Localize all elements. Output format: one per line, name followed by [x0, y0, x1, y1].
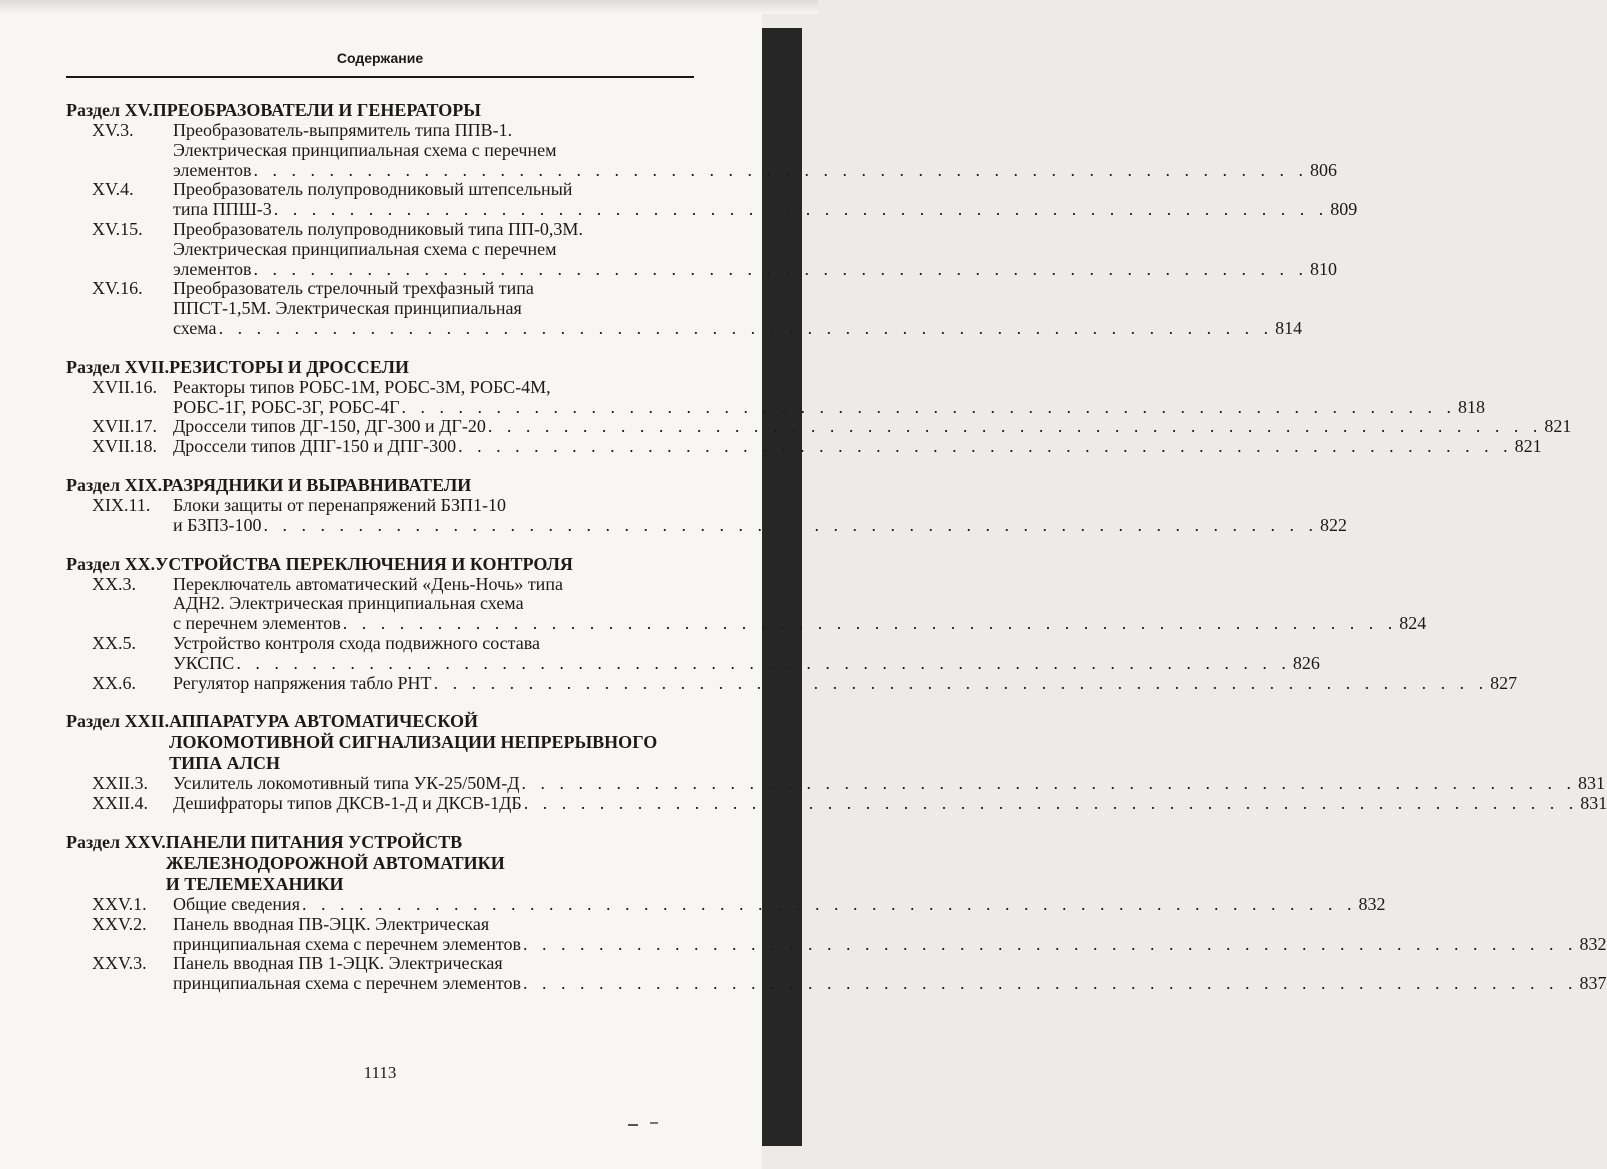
entry-title-end: типа ППШ-3: [173, 199, 272, 220]
dot-leader: [274, 200, 1329, 220]
entry-number: XX.5.: [92, 632, 136, 653]
entry-number: XX.6.: [92, 672, 136, 693]
dot-leader: [236, 654, 1291, 674]
toc-section: [66, 711, 1607, 814]
entry-page-number: 818: [1458, 396, 1485, 417]
entry-page-number: 806: [1310, 159, 1338, 180]
toc-entry: [66, 179, 1358, 220]
entry-title-end: принципиальная схема с перечнем элементов: [173, 933, 521, 954]
entry-title: Панель вводная ПВ-ЭЦК. Электрическая: [173, 913, 490, 934]
entry-number: XVII.16.: [92, 376, 157, 397]
entry-text: [173, 220, 1337, 279]
scan-speck: [650, 1122, 658, 1124]
section-title: РЕЗИСТОРЫ И ДРОССЕЛИ: [169, 356, 409, 377]
entry-text: [173, 895, 1385, 915]
entry-title: Реакторы типов РОБС-1М, РОБС-3М, РОБС-4М,: [173, 376, 551, 397]
dot-leader: [434, 674, 1489, 694]
entry-text: [173, 437, 1542, 457]
section-label: Раздел XXV.: [66, 831, 166, 852]
entry-title-end: элементов: [173, 159, 252, 180]
entry-page-number: 814: [1275, 317, 1303, 338]
entry-title-end: схема: [173, 317, 217, 338]
toc-entry: [66, 793, 1607, 814]
entry-text: [173, 121, 1337, 180]
scan-top-edge: [0, 0, 818, 14]
toc-entry: [66, 573, 1427, 634]
header-rule: [66, 76, 694, 78]
entry-number: XV.3.: [92, 120, 134, 140]
section-label: Раздел XX.: [66, 553, 156, 574]
toc-entry: [66, 773, 1605, 794]
entry-number: XXV.1.: [92, 893, 147, 914]
entry-text: [173, 915, 1606, 955]
section-label: Раздел XV.: [66, 100, 153, 120]
toc-section: [66, 553, 1518, 694]
entry-title-end: Общие сведения: [173, 893, 300, 914]
entry-last-line: [173, 319, 1302, 339]
toc-entry: [66, 218, 1338, 279]
entry-page-number: 832: [1579, 933, 1607, 954]
entry-title-end: Дешифраторы типов ДКСВ-1-Д и ДКСВ-1ДБ: [173, 793, 522, 814]
entry-text: [173, 496, 1347, 536]
entry-last-line: [173, 654, 1320, 674]
section-heading: [66, 100, 694, 121]
toc-entry: [66, 494, 1347, 536]
entry-title-end: с перечнем элементов: [173, 613, 341, 634]
table-of-contents: [66, 100, 1607, 1012]
entry-last-line: [173, 398, 1485, 418]
dot-leader: [458, 437, 1513, 457]
toc-entry: [66, 120, 1338, 180]
entry-text: [173, 954, 1606, 994]
section-title: ПАНЕЛИ ПИТАНИЯ УСТРОЙСТВ ЖЕЛЕЗНОДОРОЖНОЙ АВТОМАТИКИ И ТЕЛЕМЕХАНИКИ: [165, 831, 505, 894]
entry-text: [173, 180, 1357, 220]
entry-last-line: [173, 161, 1337, 181]
toc-entry: [66, 672, 1518, 694]
entry-number: XXII.4.: [92, 793, 148, 814]
entry-last-line: [173, 774, 1605, 794]
entry-last-line: [173, 260, 1337, 280]
section-label: Раздел XVII.: [66, 356, 170, 377]
entry-title-end: Усилитель локомотивный типа УК-25/50М-Д: [173, 773, 520, 794]
entry-number: XIX.11.: [92, 494, 151, 515]
dot-leader: [488, 417, 1543, 437]
entry-page-number: 824: [1399, 613, 1427, 634]
dot-leader: [524, 794, 1579, 814]
toc-section: [66, 100, 1358, 339]
entry-number: XVII.17.: [92, 416, 157, 437]
entry-number: XXII.3.: [92, 773, 148, 794]
running-header: Содержание: [336, 50, 424, 66]
section-label: Раздел XXII.: [66, 711, 170, 732]
entry-last-line: [173, 417, 1571, 437]
entry-title: Переключатель автоматический «День-Ночь» типа АДН2. Электрическая принципиальная схема: [173, 573, 563, 614]
entry-number: XX.3.: [92, 573, 136, 594]
dot-leader: [219, 319, 1274, 339]
entry-title: Преобразователь полупроводниковый штепсельный: [173, 179, 573, 200]
toc-entry: [66, 893, 1386, 915]
section-heading: [66, 711, 694, 774]
entry-page-number: 821: [1544, 416, 1572, 437]
entry-number: XXV.3.: [92, 953, 147, 974]
entry-number: XV.15.: [92, 218, 143, 239]
entry-page-number: 810: [1310, 258, 1338, 279]
entry-last-line: [173, 935, 1606, 955]
section-heading: [66, 357, 694, 378]
entry-page-number: 822: [1319, 514, 1347, 535]
entry-page-number: 827: [1490, 672, 1518, 693]
dot-leader: [254, 161, 1309, 181]
scan-speck: [628, 1124, 638, 1126]
entry-page-number: 821: [1514, 436, 1542, 457]
entry-last-line: [173, 516, 1347, 536]
entry-number: XVII.18.: [92, 436, 157, 457]
entry-last-line: [173, 895, 1385, 915]
section-title: РАЗРЯДНИКИ И ВЫРАВНИВАТЕЛИ: [162, 474, 472, 495]
entry-last-line: [173, 974, 1606, 994]
dot-leader: [523, 935, 1578, 955]
toc-entry: [66, 376, 1485, 418]
section-heading: [66, 554, 694, 575]
entry-title-end: Регулятор напряжения табло РНТ: [173, 672, 432, 693]
dot-leader: [522, 774, 1577, 794]
entry-last-line: [173, 674, 1517, 694]
entry-text: [173, 774, 1605, 794]
entry-title-end: принципиальная схема с перечнем элементов: [173, 973, 521, 994]
entry-title: Преобразователь полупроводниковый типа ПП-0,3М. Электрическая принципиальная схема с перечнем: [173, 218, 583, 259]
entry-title: Панель вводная ПВ 1-ЭЦК. Электрическая: [173, 953, 503, 974]
toc-entry: [66, 416, 1572, 437]
section-heading: [66, 832, 694, 895]
dot-leader: [343, 614, 1398, 634]
toc-entry: [66, 278, 1303, 338]
entry-title-end: Дроссели типов ДПГ-150 и ДПГ-300: [173, 436, 457, 457]
toc-section: [66, 474, 1347, 536]
entry-title: Преобразователь стрелочный трехфазный типа ППСТ-1,5М. Электрическая принципиальная: [173, 278, 534, 319]
dot-leader: [302, 895, 1357, 915]
entry-title-end: и БЗП3-100: [173, 514, 262, 535]
entry-page-number: 809: [1330, 199, 1358, 220]
entry-number: XV.4.: [92, 179, 134, 200]
toc-entry: [66, 953, 1607, 994]
entry-title: Преобразователь-выпрямитель типа ППВ-1. Электрическая принципиальная схема с перечнем: [173, 120, 557, 160]
section-title: АППАРАТУРА АВТОМАТИЧЕСКОЙ ЛОКОМОТИВНОЙ СИГНАЛИЗАЦИИ НЕПРЕРЫВНОГО ТИПА АЛСН: [169, 711, 658, 774]
entry-title-end: Дроссели типов ДГ-150, ДГ-300 и ДГ-20: [173, 416, 486, 437]
entry-last-line: [173, 614, 1426, 634]
entry-title-end: УКСПС: [173, 652, 235, 673]
entry-text: [173, 634, 1320, 674]
entry-last-line: [173, 200, 1357, 220]
entry-page-number: 832: [1358, 893, 1386, 914]
entry-text: [173, 279, 1302, 338]
entry-last-line: [173, 437, 1542, 457]
section-label: Раздел XIX.: [66, 474, 163, 495]
dot-leader: [263, 516, 1318, 536]
toc-entry: [66, 913, 1607, 955]
section-title: ПРЕОБРАЗОВАТЕЛИ И ГЕНЕРАТОРЫ: [152, 100, 481, 120]
toc-entry: [66, 436, 1542, 457]
toc-entry: [66, 632, 1320, 674]
entry-last-line: [173, 794, 1607, 814]
entry-page-number: 831: [1580, 793, 1607, 814]
entry-page-number: 826: [1292, 652, 1320, 673]
entry-number: XV.16.: [92, 278, 143, 299]
entry-title-end: элементов: [173, 258, 252, 279]
page-number: 1113: [363, 1063, 397, 1082]
entry-text: [173, 378, 1485, 418]
dot-leader: [402, 398, 1457, 418]
toc-section: [66, 356, 1572, 457]
dot-leader: [523, 974, 1578, 994]
section-heading: [66, 475, 694, 496]
toc-section: [66, 831, 1607, 994]
entry-text: [173, 794, 1607, 814]
entry-title: Устройство контроля схода подвижного состава: [173, 632, 540, 653]
section-title: УСТРОЙСТВА ПЕРЕКЛЮЧЕНИЯ И КОНТРОЛЯ: [155, 553, 573, 574]
entry-title-end: РОБС-1Г, РОБС-3Г, РОБС-4Г: [173, 396, 400, 417]
entry-page-number: 831: [1578, 773, 1605, 794]
entry-text: [173, 674, 1517, 694]
dot-leader: [254, 260, 1309, 280]
entry-title: Блоки защиты от перенапряжений БЗП1-10: [173, 494, 506, 515]
entry-number: XXV.2.: [92, 913, 147, 934]
entry-page-number: 837: [1579, 973, 1607, 994]
entry-text: [173, 575, 1426, 634]
entry-text: [173, 417, 1571, 437]
